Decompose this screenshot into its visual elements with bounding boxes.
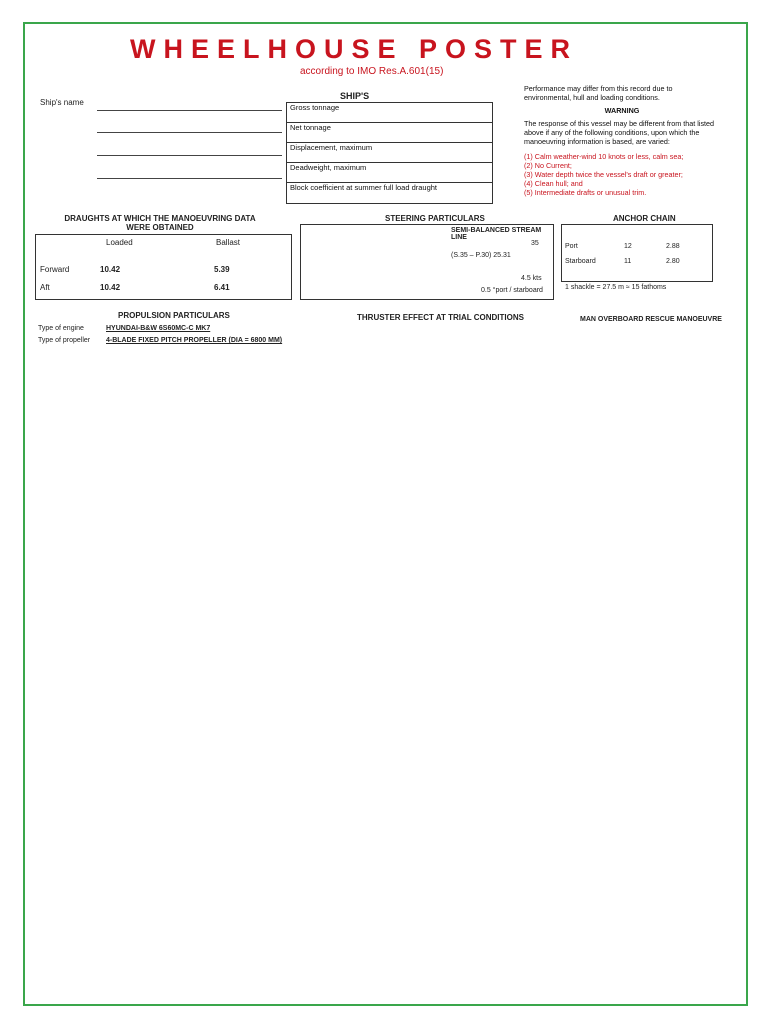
propeller-label: Type of propeller (38, 337, 91, 344)
draughts-loaded: Loaded (106, 238, 133, 247)
poster-subtitle: according to IMO Res.A.601(15) (300, 66, 444, 77)
fwd-ballast: 5.39 (214, 265, 230, 274)
performance-intro: Performance may differ from this record due to environmental, hull and loading conditions. (524, 84, 673, 102)
draughts-ballast: Ballast (216, 238, 241, 247)
condition-item: (4) Clean hull; and (524, 179, 583, 188)
warning-heading: WARNING (604, 106, 640, 115)
ship-particulars-table (286, 102, 493, 204)
draughts-forward: Forward (40, 265, 70, 274)
condition-item: (2) No Current; (524, 161, 572, 170)
max-rudder-angle: 35 (531, 240, 539, 247)
anchor-stbd-rate: 2.80 (666, 258, 680, 265)
particulars-row: Gross tonnage (287, 103, 492, 123)
draughts-table (35, 234, 292, 300)
particulars-row: Block coefficient at summer full load draught (290, 183, 438, 192)
thruster-title: THRUSTER EFFECT AT TRIAL CONDITIONS (357, 313, 524, 322)
hardover-time: (S.35 – P.30) 25.31 (451, 252, 511, 259)
propeller-type: 4-BLADE FIXED PITCH PROPELLER (DIA = 6800 MM) (106, 337, 283, 344)
particulars-row: Deadweight, maximum (287, 163, 492, 183)
particulars-row: Displacement, maximum (287, 143, 492, 163)
aft-loaded: 10.42 (100, 283, 121, 292)
rescue-title: MAN OVERBOARD RESCUE MANOEUVRE (580, 316, 722, 323)
neutral-angle: 0.5 °port / starboard (481, 287, 543, 294)
warning-text: The response of this vessel may be different from that listed above if any of the following conditions, upon which the manoeuvring information is based, are varied: (524, 119, 715, 146)
performance-notice (524, 84, 720, 197)
steering-title: STEERING PARTICULARS (385, 214, 485, 223)
condition-item: (1) Calm weather-wind 10 knots or less, calm sea; (524, 152, 684, 161)
anchor-table: Port 12 2.88 Starboard 11 2.80 (561, 224, 713, 282)
poster-title: WHEELHOUSE POSTER (130, 34, 579, 64)
condition-item: (3) Water depth twice the vessel's draft or greater; (524, 170, 683, 179)
rudder-type: SEMI-BALANCED STREAM LINE (451, 227, 542, 241)
particulars-title: SHIP'S (340, 91, 370, 101)
ship-name-label: Ship's name (40, 98, 84, 107)
anchor-title: ANCHOR CHAIN (613, 214, 676, 223)
draughts-aft: Aft (40, 283, 50, 292)
engine-label: Type of engine (38, 325, 84, 332)
anchor-stbd: 11 (624, 258, 632, 265)
anchor-port-rate: 2.88 (666, 243, 680, 250)
anchor-note: 1 shackle = 27.5 m ≈ 15 fathoms (565, 284, 667, 291)
steering-table (300, 224, 554, 300)
min-speed: 4.5 kts (521, 275, 542, 282)
fwd-loaded: 10.42 (100, 265, 121, 274)
particulars-row: Net tonnage (287, 123, 492, 143)
engine-type: HYUNDAI-B&W 6S60MC-C MK7 (106, 325, 211, 332)
propulsion-title: PROPULSION PARTICULARS (118, 311, 230, 320)
aft-ballast: 6.41 (214, 283, 230, 292)
condition-item: (5) Intermediate drafts or unusual trim. (524, 188, 647, 197)
draughts-title: DRAUGHTS AT WHICH THE MANOEUVRING DATA WERE OBTAINED (64, 214, 256, 232)
anchor-port: 12 (624, 243, 632, 250)
